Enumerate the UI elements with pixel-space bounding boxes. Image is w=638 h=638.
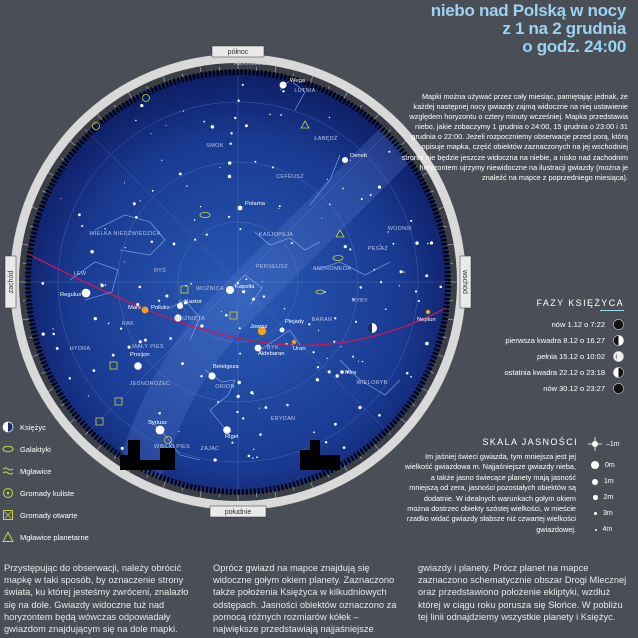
legend-label-moon: Księżyc	[20, 422, 46, 432]
star-betelgeza	[208, 372, 215, 379]
faint-star	[190, 283, 192, 285]
faint-star	[410, 376, 412, 378]
faint-star	[327, 358, 328, 359]
magnitude-row-5	[588, 510, 613, 517]
constellation-label-16: RAK	[121, 321, 135, 327]
legend-item-globular	[2, 487, 74, 499]
faint-star	[120, 328, 122, 330]
magnitude-dot-2	[593, 495, 598, 500]
faint-star	[335, 374, 338, 377]
constellation-label-10: BARAN	[311, 317, 333, 323]
faint-star	[350, 160, 351, 161]
constellation-label-6: WOŹNICA	[195, 286, 225, 292]
faint-star	[94, 317, 97, 320]
magnitude-row-4	[588, 494, 613, 501]
star-regulus	[82, 289, 91, 298]
constellation-label-19: WIELKI PIES	[153, 444, 191, 450]
faint-star	[425, 274, 428, 277]
faint-star	[158, 300, 160, 302]
direction-south-label: południe	[224, 509, 252, 516]
faint-star	[41, 282, 44, 285]
faint-star	[380, 281, 382, 283]
star-label-10: Betelgeza	[213, 364, 239, 370]
direction-east	[460, 256, 471, 308]
faint-star	[230, 132, 232, 134]
legend-label-open-cluster: Gromady otwarte	[20, 510, 78, 520]
constellation-label-5: PERSEUSZ	[255, 264, 289, 270]
magnitude-label-1: –1m	[606, 440, 620, 448]
faint-star	[374, 269, 376, 271]
faint-star	[349, 248, 351, 250]
constellation-label-12: PEGAZ	[367, 246, 389, 252]
phase-label-4: ostatnia kwadra 22.12 o 23:18	[504, 367, 605, 377]
brightness-scale-text: Im jaśniej świeci gwiazda, tym mniejsza jest jej wielkość gwiazdowa m. Najjaśniejsze gwiazdy nieba, a także jasno świecące planety mają jasność mniejszą od zera, jasności pozostałych obiektów są dodatnie. W idealnych warunkach gołym okiem można dostrzec obiekty szóstej wielkości, w mieście rzadko widać gwiazdy słabsze niż czwartej wielkości gwiazdowej.	[404, 452, 576, 534]
faint-star	[194, 219, 196, 221]
faint-star	[254, 161, 256, 163]
star-polarna	[238, 206, 243, 211]
faint-star	[256, 456, 258, 458]
nebula-icon	[2, 465, 14, 477]
faint-star	[312, 351, 314, 353]
faint-star	[151, 133, 152, 134]
faint-star	[81, 225, 83, 227]
faint-star	[242, 417, 244, 419]
legend-item-moon	[2, 421, 46, 433]
magnitude-row-1	[588, 437, 620, 451]
faint-star	[140, 104, 143, 107]
faint-star	[259, 408, 260, 409]
faint-star	[121, 447, 124, 450]
first-quarter-icon	[613, 335, 624, 346]
faint-star	[151, 241, 154, 244]
faint-star	[105, 284, 107, 286]
new-moon-icon	[613, 319, 624, 330]
phase-row-3	[537, 349, 624, 363]
faint-star	[344, 245, 347, 248]
faint-star	[140, 200, 141, 201]
title-line-2: z 1 na 2 grudnia	[502, 19, 626, 38]
planet-uran	[292, 340, 296, 344]
faint-star	[93, 369, 96, 372]
faint-star	[263, 295, 265, 297]
faint-star	[340, 346, 341, 347]
faint-star	[88, 395, 89, 396]
faint-star	[245, 278, 247, 280]
faint-star	[181, 362, 184, 365]
bottom-text-col-1: Przystępując do obserwacji, należy obrócić mapkę w taki sposób, by oznaczenie strony świata, ku której jesteśmy zwróceni, znalazło się na dole. Gwiazdy widoczne tuż nad horyzontem będą wówczas odpowiadały gwiazdom znajdującym się na dole mapki.	[4, 563, 189, 635]
constellation-label-3: KASJOPEJA	[258, 232, 294, 238]
brightness-scale-heading: SKALA JASNOŚCI	[482, 437, 578, 447]
magnitude-label-4: 2m	[603, 494, 614, 501]
faint-star	[399, 285, 400, 286]
faint-star	[280, 114, 282, 116]
constellation-label-9: ORION	[215, 384, 235, 390]
faint-star	[362, 361, 364, 363]
star-wega	[280, 82, 287, 89]
faint-star	[248, 455, 251, 458]
constellation-label-17: MAŁY PIES	[132, 344, 164, 350]
phase-label-2: pierwsza kwadra 8.12 o 16.27	[505, 335, 605, 345]
constellation-label-7: BLIŹNIĘTA	[174, 316, 206, 322]
faint-star	[213, 458, 216, 461]
faint-star	[392, 243, 394, 245]
open-cluster-icon	[2, 509, 14, 521]
faint-star	[361, 198, 363, 200]
legend-label-nebula: Mgławice	[20, 466, 52, 476]
constellation-label-11: RYBY	[351, 298, 369, 304]
new-moon-icon-2	[613, 383, 624, 394]
star-label-1: Deneb	[350, 153, 368, 159]
magnitude-row-2	[588, 461, 615, 469]
legend-label-galaxy: Galaktyki	[20, 444, 51, 454]
faint-star	[90, 250, 93, 253]
star-mira	[340, 370, 344, 374]
constellation-label-20: ZAJĄC	[200, 446, 220, 452]
faint-star	[358, 406, 361, 409]
legend-item-planetary	[2, 531, 89, 543]
faint-star	[279, 205, 281, 207]
star-marker-icon	[588, 437, 602, 451]
faint-star	[318, 330, 319, 331]
faint-star	[242, 290, 245, 293]
faint-star	[239, 228, 241, 230]
constellation-label-23: HERKULES	[233, 61, 267, 67]
planetary-nebula-icon	[2, 531, 14, 543]
faint-star	[245, 124, 248, 127]
star-label-12: Syriusz	[148, 420, 168, 426]
star-deneb	[342, 157, 348, 163]
faint-star	[186, 185, 187, 186]
faint-star	[378, 185, 381, 188]
faint-star	[124, 262, 125, 263]
faint-star	[239, 353, 241, 355]
star-label-4: Kastor	[185, 299, 202, 305]
magnitude-row-3	[588, 478, 614, 485]
direction-east-label: wschód	[461, 270, 468, 294]
moon-icon	[2, 421, 14, 433]
constellation-label-13: WIELKA NIEDŹWIEDZICA	[89, 231, 161, 237]
moon-phases-heading: FAZY KSIĘŻYCA	[536, 298, 624, 308]
faint-star	[329, 117, 330, 118]
magnitude-label-3: 1m	[604, 478, 614, 485]
phase-label-3: pełnia 15.12 o 10:02	[537, 351, 605, 361]
faint-star	[69, 377, 71, 379]
faint-star	[252, 393, 254, 395]
faint-star	[206, 233, 208, 235]
faint-star	[200, 375, 202, 377]
star-kapella	[226, 286, 234, 294]
legend-label-planetary: Mgławice planetarne	[20, 532, 89, 542]
faint-star	[430, 241, 433, 244]
faint-star	[425, 342, 429, 346]
faint-star	[228, 216, 230, 218]
faint-star	[415, 241, 418, 244]
faint-star	[410, 220, 412, 222]
faint-star	[152, 190, 154, 192]
legend-item-galaxy	[2, 443, 51, 455]
star-label-2: Polarna	[245, 201, 265, 207]
faint-star	[228, 161, 231, 164]
faint-star	[52, 333, 55, 336]
constellation-label-8: BYK	[267, 345, 279, 351]
magnitude-dot-4	[595, 529, 597, 531]
faint-star	[253, 449, 254, 450]
faint-star	[231, 442, 233, 444]
bottom-text-col-2: Oprócz gwiazd na mapce znajdują się widoczne gołym okiem planety. Zaznaczono także położenia Księżyca w kilkudniowych odstępach. Jasności obiektów oznaczono za pomocą różnych rozmiarów kółek – największe przedstawiają najjaśniejsze	[213, 563, 397, 635]
faint-star	[194, 239, 196, 241]
phase-label-1: nów 1.12 o 7:22	[551, 319, 605, 329]
faint-star	[56, 347, 59, 350]
faint-star	[427, 243, 429, 245]
faint-star	[179, 300, 180, 301]
magnitude-dot-3	[594, 512, 597, 515]
star-rigel	[223, 426, 231, 434]
star-syriusz	[156, 426, 165, 435]
faint-star	[200, 324, 203, 327]
faint-star	[52, 328, 53, 329]
phase-row-1	[552, 317, 624, 331]
phase-row-4	[505, 365, 625, 379]
faint-star	[42, 332, 45, 335]
constellation-label-0: LUTNIA	[294, 88, 316, 94]
star-label-7: Procjon	[130, 352, 150, 358]
faint-star	[262, 281, 263, 282]
faint-star	[252, 457, 253, 458]
magnitude-dot-1	[592, 479, 598, 485]
direction-north-label: północ	[227, 49, 249, 56]
faint-star	[211, 125, 215, 128]
faint-star	[282, 90, 284, 92]
faint-star	[355, 321, 357, 323]
magnitude-label-2: 0m	[605, 461, 615, 469]
faint-star	[165, 294, 168, 297]
faint-star	[219, 167, 220, 168]
faint-star	[133, 202, 136, 205]
full-moon-icon	[613, 351, 624, 362]
faint-star	[138, 286, 141, 289]
faint-star	[308, 323, 310, 325]
magnitude-dot-0	[591, 461, 599, 469]
faint-star	[358, 361, 359, 362]
constellation-label-26: WODNIK	[387, 226, 413, 232]
faint-star	[317, 366, 319, 368]
constellation-label-18: JEDNOROŻEC	[129, 381, 171, 387]
faint-star	[252, 298, 255, 301]
direction-north	[212, 46, 264, 57]
moon-phases-underline	[600, 310, 624, 311]
star-label-11: Rigel	[225, 434, 239, 440]
faint-star	[278, 208, 279, 209]
faint-star	[321, 217, 322, 218]
faint-star	[166, 125, 167, 126]
faint-star	[108, 323, 110, 325]
constellation-label-1: ŁABĘDŹ	[314, 136, 338, 142]
faint-star	[406, 372, 409, 375]
faint-star	[328, 370, 331, 373]
bottom-text-col-3: gwiazdy i planety. Prócz planet na mapce zaznaczono schematycznie obszar Drogi Mlecznej oraz przedstawiono położenie ekliptyki, wzdłuż której w ciągu roku porusza się Słońce. W pobliżu tej linii odnajdziemy wszystkie planety i Księżyc.	[418, 563, 627, 622]
faint-star	[403, 271, 404, 272]
faint-star	[178, 431, 179, 432]
faint-star	[161, 160, 162, 161]
star-label-5: Polluks	[151, 305, 170, 311]
galaxy-icon	[2, 443, 14, 455]
constellation-label-4: ANDROMEDA	[312, 266, 352, 272]
faint-star	[128, 346, 131, 349]
moon-positions	[367, 323, 377, 333]
faint-star	[385, 308, 387, 310]
direction-south	[210, 506, 266, 517]
legend-item-nebula	[2, 465, 51, 477]
faint-star	[327, 179, 328, 180]
faint-star	[228, 175, 231, 178]
faint-star	[329, 203, 331, 205]
constellation-label-21: WIELORYB	[356, 380, 388, 386]
star-label-3: Kapella	[235, 284, 255, 290]
phase-row-2	[505, 333, 624, 347]
phase-label-5: nów 30.12 o 23:27	[543, 383, 605, 393]
faint-star	[200, 206, 202, 208]
faint-star	[242, 84, 244, 86]
title-line-3: o godz. 24:00	[522, 37, 626, 56]
faint-star	[418, 300, 420, 302]
faint-star	[139, 340, 142, 343]
faint-star	[158, 412, 160, 414]
faint-star	[259, 433, 262, 436]
star-label-17: Neptun	[417, 317, 436, 323]
star-label-8: Plejady	[285, 319, 305, 325]
constellation-label-2: CEFEUSZ	[276, 174, 304, 180]
faint-star	[284, 308, 285, 309]
faint-star	[269, 114, 271, 116]
star-label-0: Wega	[290, 78, 306, 84]
globular-cluster-icon	[2, 487, 14, 499]
faint-star	[265, 406, 268, 409]
star-kastor	[177, 303, 183, 309]
constellation-label-25: HYDRA	[69, 346, 91, 352]
faint-star	[60, 198, 61, 199]
constellation-label-15: LEW	[73, 271, 87, 277]
constellation-label-14: SMOK	[206, 143, 224, 149]
faint-star	[333, 341, 335, 343]
faint-star	[272, 166, 274, 168]
faint-star	[316, 378, 319, 381]
faint-star	[100, 283, 102, 285]
constellation-label-24: RYŚ	[153, 268, 167, 274]
faint-star	[237, 395, 240, 398]
faint-star	[400, 270, 403, 273]
faint-star	[234, 117, 236, 119]
faint-star	[334, 423, 337, 426]
faint-star	[313, 431, 315, 433]
faint-star	[334, 317, 336, 319]
faint-star	[378, 414, 381, 417]
faint-star	[237, 381, 240, 384]
faint-star	[173, 242, 176, 245]
faint-star	[286, 404, 288, 406]
planet-mars	[142, 307, 149, 314]
faint-star	[291, 242, 293, 244]
star-label-9: Aldebaran	[258, 351, 285, 357]
magnitude-row-6	[588, 526, 612, 533]
star-procjon	[134, 362, 142, 370]
star-label-14: Mars	[128, 305, 141, 311]
faint-star	[238, 100, 240, 102]
faint-star	[104, 228, 105, 229]
star-plejady	[280, 328, 285, 333]
title-line-1: niebo nad Polską w nocy	[430, 1, 626, 20]
legend-item-open-cluster	[2, 509, 78, 521]
star-label-16: Uran	[293, 346, 306, 352]
faint-star	[125, 247, 126, 248]
faint-star	[112, 354, 115, 357]
star-label-15: Jowisz	[250, 324, 268, 330]
faint-star	[343, 446, 346, 449]
faint-star	[342, 188, 344, 190]
faint-star	[286, 343, 288, 345]
magnitude-label-6: 4m	[602, 526, 613, 533]
last-quarter-icon	[613, 367, 624, 378]
faint-star	[203, 121, 205, 123]
direction-west-label: zachód	[8, 270, 15, 294]
constellation-label-22: ERYDAN	[270, 416, 296, 422]
planet-neptun	[426, 310, 430, 314]
faint-star	[225, 314, 228, 317]
faint-star	[360, 286, 363, 289]
faint-star	[124, 182, 125, 183]
star-label-6: Regulus	[60, 292, 82, 298]
faint-star	[236, 411, 238, 413]
faint-star	[135, 120, 137, 122]
faint-star	[239, 327, 241, 329]
faint-star	[415, 290, 417, 292]
faint-star	[325, 441, 327, 443]
star-label-13: Mira	[345, 370, 357, 376]
faint-star	[169, 337, 172, 340]
faint-star	[439, 285, 442, 288]
faint-star	[370, 194, 372, 196]
faint-star	[221, 311, 222, 312]
legend-label-globular: Gromady kuliste	[20, 488, 75, 498]
faint-star	[352, 356, 354, 358]
faint-star	[78, 213, 81, 216]
magnitude-label-5: 3m	[603, 510, 613, 517]
direction-west	[5, 256, 16, 308]
faint-star	[388, 151, 390, 153]
faint-star	[229, 142, 231, 144]
faint-star	[183, 110, 184, 111]
faint-star	[144, 339, 147, 342]
faint-star	[135, 216, 138, 219]
phase-row-5	[543, 381, 624, 395]
faint-star	[217, 401, 219, 403]
intro-paragraph: Mapki można używać przez cały miesiąc, pamiętając jednak, że każdej następnej nocy gwiazdy zajmą widoczne na niej ustawienie względem horyzontu o cztery minuty wcześniej. Mapka przedstawia niebo, jakie zobaczymy 1 grudnia o 24:00, 15 grudnia o 23:00 i 31 grudnia o 22:00. Jeżeli rozpoczniemy obserwacje przed porą, którą opisuje mapka, część obiektów zaznaczonych na jej wschodniej stronie nie będzie jeszcze widoczna na niebie, a nisko nad zachodnim horyzontem ujrzymy niewidoczne na ilustracji gwiazdy (można je znaleźć na mapce z poprzedniego miesiąca).	[401, 92, 628, 182]
faint-star	[179, 172, 182, 175]
